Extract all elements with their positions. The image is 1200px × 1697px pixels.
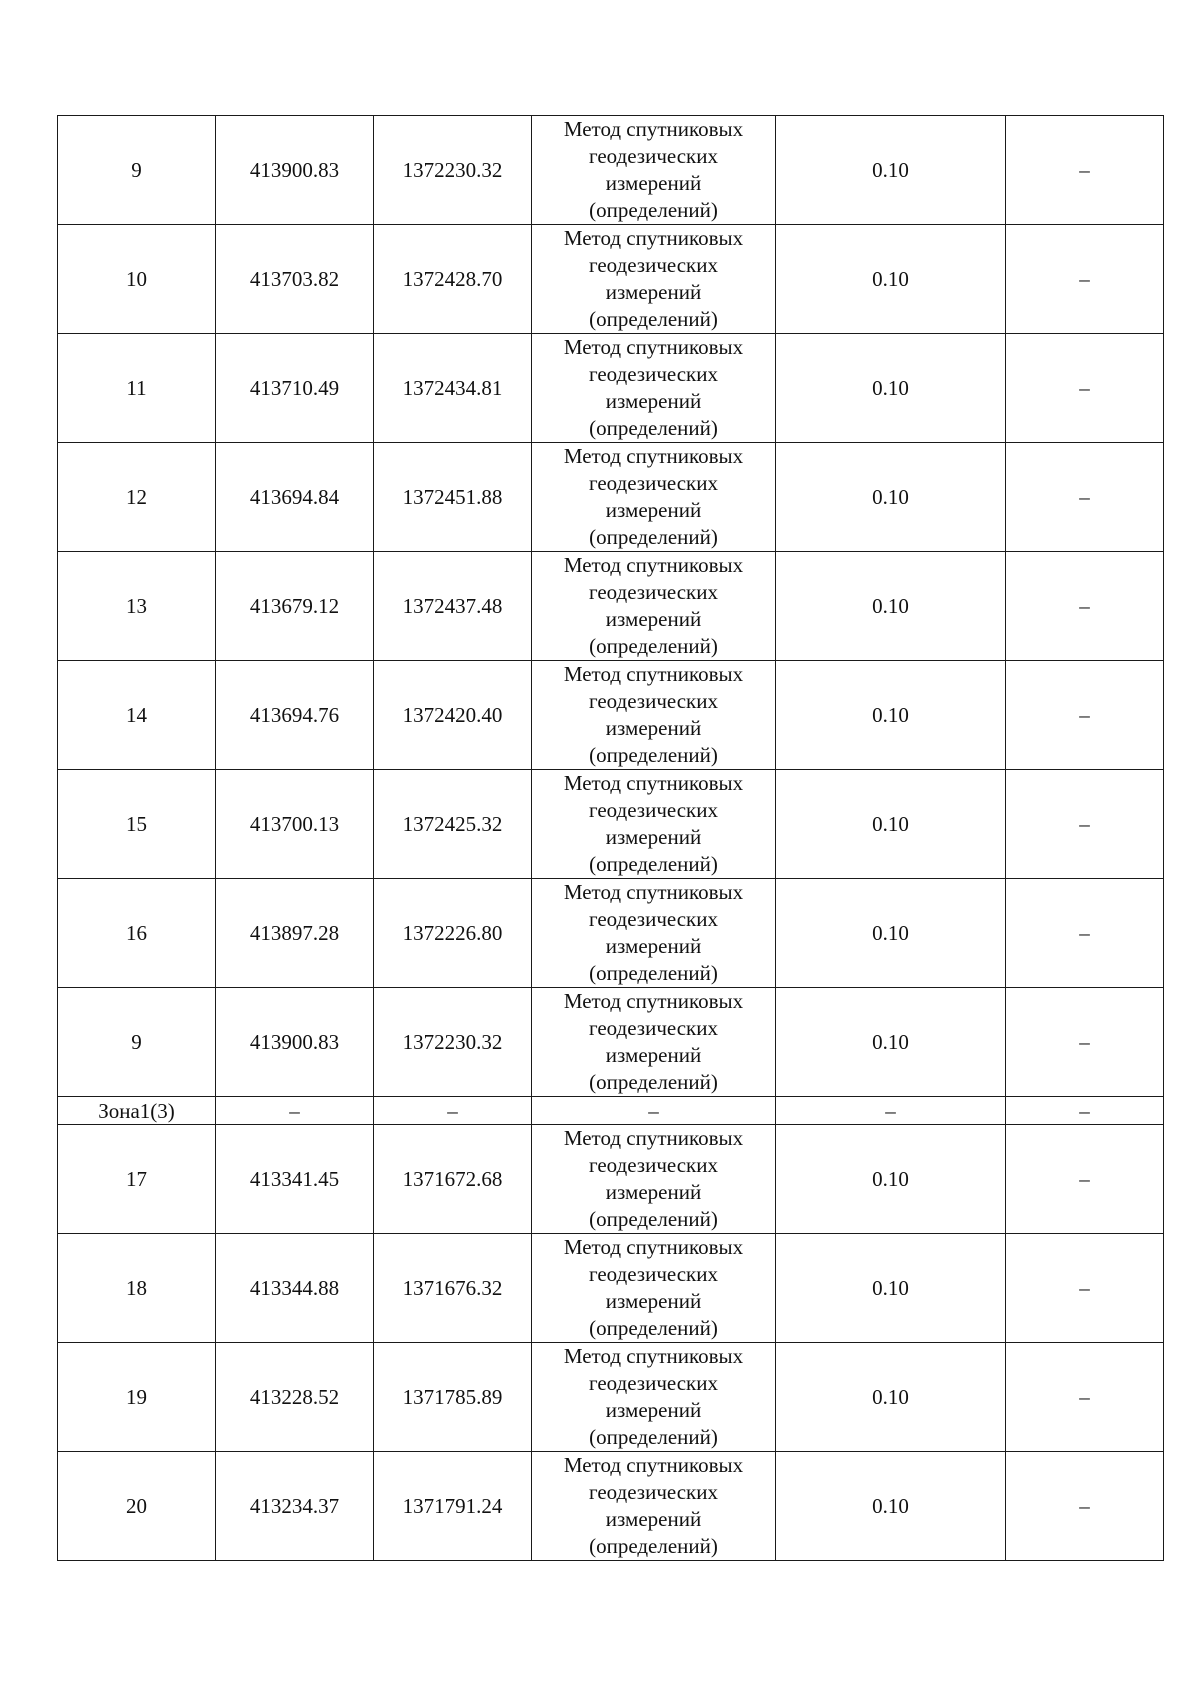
- note-cell: –: [1006, 334, 1164, 443]
- x-coordinate-cell: 413700.13: [216, 770, 374, 879]
- x-coordinate-cell: 413897.28: [216, 879, 374, 988]
- table-row: [58, 1234, 1164, 1343]
- table-row: [58, 116, 1164, 225]
- table-row: [58, 225, 1164, 334]
- method-cell: Метод спутниковых геодезических измерений (определений): [532, 770, 776, 879]
- note-cell: –: [1006, 1343, 1164, 1452]
- accuracy-cell: 0.10: [776, 1125, 1006, 1234]
- x-coordinate-cell: 413679.12: [216, 552, 374, 661]
- accuracy-cell: 0.10: [776, 879, 1006, 988]
- point-number-cell: 13: [58, 552, 216, 661]
- x-coordinate-cell: 413703.82: [216, 225, 374, 334]
- accuracy-cell: 0.10: [776, 225, 1006, 334]
- table-body: [58, 116, 1164, 1561]
- y-coordinate-cell: 1372425.32: [374, 770, 532, 879]
- method-cell: Метод спутниковых геодезических измерений (определений): [532, 1343, 776, 1452]
- note-cell: –: [1006, 1097, 1164, 1125]
- point-number-cell: 15: [58, 770, 216, 879]
- x-coordinate-cell: –: [216, 1097, 374, 1125]
- accuracy-cell: 0.10: [776, 661, 1006, 770]
- table-row: [58, 1343, 1164, 1452]
- table-row: [58, 1452, 1164, 1561]
- point-number-cell: 16: [58, 879, 216, 988]
- point-number-cell: 18: [58, 1234, 216, 1343]
- note-cell: –: [1006, 661, 1164, 770]
- point-number-cell: 9: [58, 116, 216, 225]
- accuracy-cell: 0.10: [776, 552, 1006, 661]
- accuracy-cell: 0.10: [776, 116, 1006, 225]
- point-number-cell: 17: [58, 1125, 216, 1234]
- method-cell: –: [532, 1097, 776, 1125]
- method-cell: Метод спутниковых геодезических измерений (определений): [532, 116, 776, 225]
- y-coordinate-cell: 1371672.68: [374, 1125, 532, 1234]
- point-number-cell: 9: [58, 988, 216, 1097]
- y-coordinate-cell: 1372420.40: [374, 661, 532, 770]
- table-row: [58, 1125, 1164, 1234]
- table-row: [58, 988, 1164, 1097]
- x-coordinate-cell: 413900.83: [216, 988, 374, 1097]
- y-coordinate-cell: 1372451.88: [374, 443, 532, 552]
- y-coordinate-cell: 1372230.32: [374, 988, 532, 1097]
- method-cell: Метод спутниковых геодезических измерений (определений): [532, 1125, 776, 1234]
- accuracy-cell: 0.10: [776, 1343, 1006, 1452]
- y-coordinate-cell: –: [374, 1097, 532, 1125]
- table-row: [58, 879, 1164, 988]
- point-number-cell: 12: [58, 443, 216, 552]
- accuracy-cell: 0.10: [776, 443, 1006, 552]
- table-row: [58, 443, 1164, 552]
- x-coordinate-cell: 413900.83: [216, 116, 374, 225]
- method-cell: Метод спутниковых геодезических измерений (определений): [532, 1452, 776, 1561]
- y-coordinate-cell: 1372434.81: [374, 334, 532, 443]
- point-number-cell: 10: [58, 225, 216, 334]
- note-cell: –: [1006, 988, 1164, 1097]
- x-coordinate-cell: 413344.88: [216, 1234, 374, 1343]
- note-cell: –: [1006, 879, 1164, 988]
- table-row: [58, 770, 1164, 879]
- note-cell: –: [1006, 1234, 1164, 1343]
- y-coordinate-cell: 1371676.32: [374, 1234, 532, 1343]
- accuracy-cell: 0.10: [776, 988, 1006, 1097]
- point-number-cell: 14: [58, 661, 216, 770]
- method-cell: Метод спутниковых геодезических измерений (определений): [532, 552, 776, 661]
- x-coordinate-cell: 413710.49: [216, 334, 374, 443]
- note-cell: –: [1006, 552, 1164, 661]
- method-cell: Метод спутниковых геодезических измерений (определений): [532, 988, 776, 1097]
- method-cell: Метод спутниковых геодезических измерений (определений): [532, 225, 776, 334]
- coordinates-table: [57, 115, 1164, 1561]
- method-cell: Метод спутниковых геодезических измерений (определений): [532, 334, 776, 443]
- x-coordinate-cell: 413234.37: [216, 1452, 374, 1561]
- note-cell: –: [1006, 443, 1164, 552]
- y-coordinate-cell: 1371791.24: [374, 1452, 532, 1561]
- x-coordinate-cell: 413228.52: [216, 1343, 374, 1452]
- point-number-cell: 19: [58, 1343, 216, 1452]
- y-coordinate-cell: 1372437.48: [374, 552, 532, 661]
- y-coordinate-cell: 1372230.32: [374, 116, 532, 225]
- x-coordinate-cell: 413341.45: [216, 1125, 374, 1234]
- zone-header-row: [58, 1097, 1164, 1125]
- note-cell: –: [1006, 116, 1164, 225]
- note-cell: –: [1006, 225, 1164, 334]
- method-cell: Метод спутниковых геодезических измерений (определений): [532, 1234, 776, 1343]
- x-coordinate-cell: 413694.84: [216, 443, 374, 552]
- point-number-cell: Зона1(3): [58, 1097, 216, 1125]
- method-cell: Метод спутниковых геодезических измерений (определений): [532, 879, 776, 988]
- note-cell: –: [1006, 1452, 1164, 1561]
- point-number-cell: 11: [58, 334, 216, 443]
- table-row: [58, 552, 1164, 661]
- y-coordinate-cell: 1372428.70: [374, 225, 532, 334]
- table-row: [58, 661, 1164, 770]
- accuracy-cell: 0.10: [776, 334, 1006, 443]
- note-cell: –: [1006, 770, 1164, 879]
- note-cell: –: [1006, 1125, 1164, 1234]
- accuracy-cell: –: [776, 1097, 1006, 1125]
- x-coordinate-cell: 413694.76: [216, 661, 374, 770]
- table-row: [58, 334, 1164, 443]
- accuracy-cell: 0.10: [776, 770, 1006, 879]
- accuracy-cell: 0.10: [776, 1452, 1006, 1561]
- method-cell: Метод спутниковых геодезических измерений (определений): [532, 443, 776, 552]
- y-coordinate-cell: 1372226.80: [374, 879, 532, 988]
- y-coordinate-cell: 1371785.89: [374, 1343, 532, 1452]
- point-number-cell: 20: [58, 1452, 216, 1561]
- accuracy-cell: 0.10: [776, 1234, 1006, 1343]
- method-cell: Метод спутниковых геодезических измерений (определений): [532, 661, 776, 770]
